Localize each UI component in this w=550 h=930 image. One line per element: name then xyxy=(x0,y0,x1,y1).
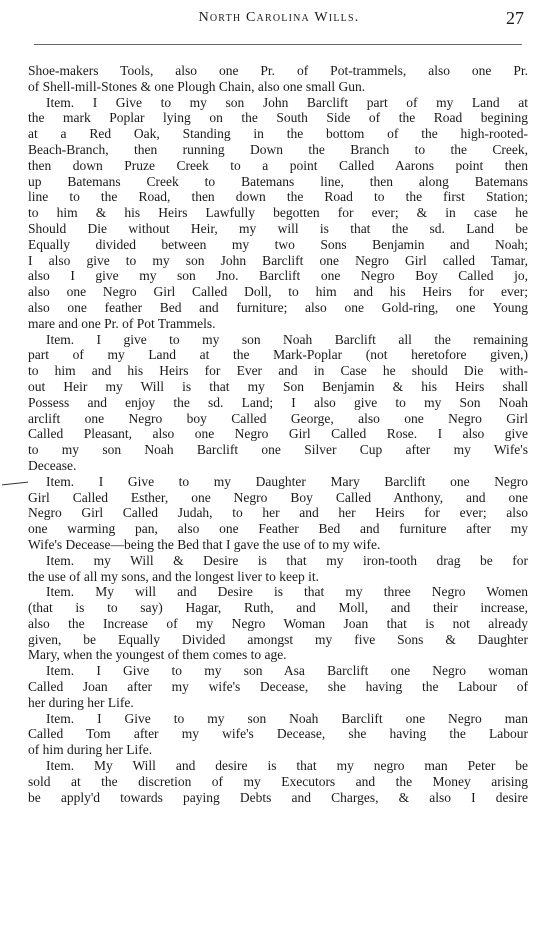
text-line: Mary, when the youngest of them comes to age. xyxy=(28,647,287,663)
text-line: mare and one Pr. of Pot Trammels. xyxy=(28,315,216,331)
text-line: to him & his Heirs Lawfully begotten for ever; & in case he xyxy=(28,205,528,221)
text-line: Item. My will and Desire is that my three Negro Women xyxy=(46,584,528,600)
text-line: Shoe-makers Tools, also one Pr. of Pot-trammels, also one Pr. xyxy=(28,63,528,78)
text-line: (that is to say) Hagar, Ruth, and Moll, and their increase, xyxy=(28,600,528,616)
page-number: 27 xyxy=(506,8,524,28)
text-line: line to the Road, then down the Road to the first Station; xyxy=(28,189,528,205)
header-rule xyxy=(34,44,522,45)
text-line: the mark Poplar lying on the South Side of the Road begining xyxy=(28,110,528,126)
text-line: Called Tom after my wife's Decease, she having the Labour xyxy=(28,726,528,742)
text-line: Should Die without Heir, my will is that the sd. Land be xyxy=(28,220,528,236)
text-line: her during her Life. xyxy=(28,694,134,710)
text-line: Called Joan after my wife's Decease, she having the Labour of xyxy=(28,679,528,695)
text-line: to him and his Heirs for Ever and in Case he should Die with- xyxy=(28,363,528,379)
text-line: arclift one Negro boy Called George, also one Negro Girl xyxy=(28,410,528,426)
text-line: to my son Noah Barclift one Silver Cup after my Wife's xyxy=(28,442,528,458)
text-line: Possess and enjoy the sd. Land; I also give to my Son Noah xyxy=(28,394,528,410)
text-line: Negro Girl Called Judah, to her and her Heirs for ever; also xyxy=(28,505,528,521)
text-line: also one Negro Girl Called Doll, to him and his Heirs for ever; xyxy=(28,284,528,300)
text-line: Item. I Give to my son John Barclift part of my Land at xyxy=(46,94,528,110)
will-text-body xyxy=(28,63,528,805)
running-title: North Carolina Wills. xyxy=(198,10,360,25)
text-line: Item. I Give to my son Noah Barclift one Negro man xyxy=(46,710,528,726)
text-line: at a Red Oak, Standing in the bottom of the high-rooted- xyxy=(28,126,528,142)
text-line: out Heir my Will is that my Son Benjamin & his Heirs shall xyxy=(28,378,528,394)
text-line: Item. I give to my son Noah Barclift all the remaining xyxy=(46,331,528,347)
text-line: Equally divided between my two Sons Benjamin and Noah; xyxy=(28,236,528,252)
text-line: also I give my son Jno. Barclift one Negro Boy Called jo, xyxy=(28,268,528,284)
text-line: one warming pan, also one Feather Bed and furniture after my xyxy=(28,521,528,537)
text-line: also one feather Bed and furniture; also one Gold-ring, one Young xyxy=(28,299,528,315)
text-line: part of my Land at the Mark-Poplar (not heretofore given,) xyxy=(28,347,528,363)
text-line: the use of all my sons, and the longest liver to keep it. xyxy=(28,568,319,584)
text-line: of Shell-mill-Stones & one Plough Chain, also one small Gun. xyxy=(28,78,366,94)
text-line: Decease. xyxy=(28,457,77,473)
text-line: up Batemans Creek to Batemans line, then along Batemans xyxy=(28,173,528,189)
text-line: Item. My Will and desire is that my negro man Peter be xyxy=(46,758,528,774)
text-line: Item. I Give to my Daughter Mary Barclift one Negro xyxy=(46,473,528,489)
text-line: Item. I Give to my son Asa Barclift one Negro woman xyxy=(46,663,528,679)
text-line: I also give to my son John Barclift one Negro Girl called Tamar, xyxy=(28,252,528,268)
text-line: also the Increase of my Negro Woman Joan that is not already xyxy=(28,615,528,631)
text-line: Girl Called Esther, one Negro Boy Called Anthony, and one xyxy=(28,489,528,505)
margin-pencil-mark xyxy=(2,482,28,486)
text-line: then down Pruze Creek to a point Called Aarons point then xyxy=(28,157,528,173)
text-line: sold at the discretion of my Executors and the Money arising xyxy=(28,773,528,789)
text-line: Wife's Decease—being the Bed that I gave the use of to my wife. xyxy=(28,536,381,552)
text-line: Beach-Branch, then running Down the Branch to the Creek, xyxy=(28,141,528,157)
text-line: Item. my Will & Desire is that my iron-tooth drag be for xyxy=(46,552,528,568)
page-header xyxy=(28,10,530,34)
text-line: be apply'd towards paying Debts and Charges, & also I desire xyxy=(28,789,528,805)
text-line: Called Pleasant, also one Negro Girl Called Rose. I also give xyxy=(28,426,528,442)
text-line: given, be Equally Divided amongst my five Sons & Daughter xyxy=(28,631,528,647)
text-line: of him during her Life. xyxy=(28,742,153,758)
